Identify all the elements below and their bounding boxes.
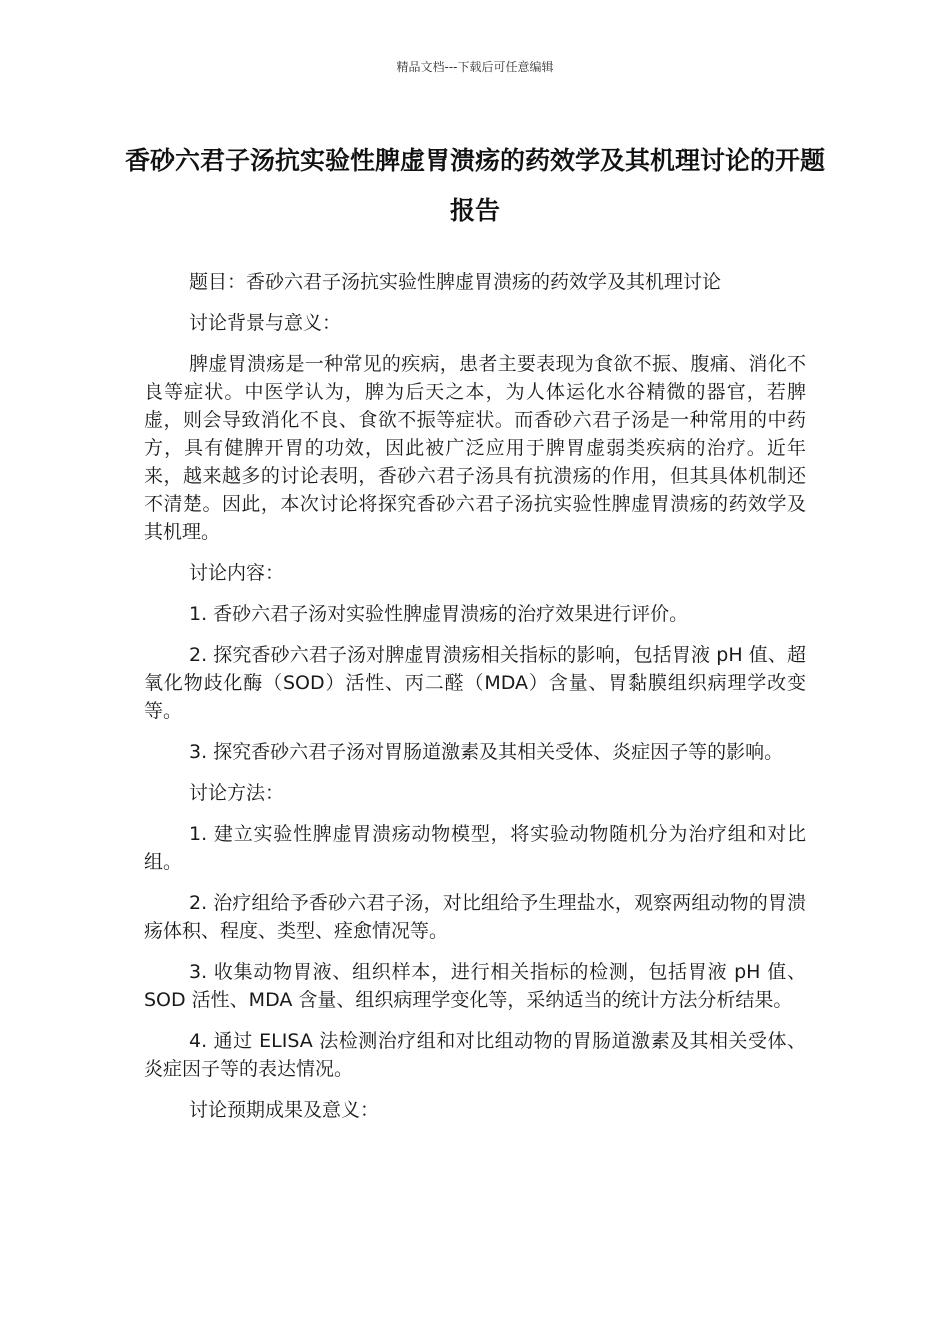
content-item-1: 1. 香砂六君子汤对实验性脾虚胃溃疡的治疗效果进行评价。 xyxy=(189,603,689,625)
topic-line: 题目：香砂六君子汤抗实验性脾虚胃溃疡的药效学及其机理讨论 xyxy=(189,271,722,293)
content-item-3: 3. 探究香砂六君子汤对胃肠道激素及其相关受体、炎症因子等的影响。 xyxy=(189,741,784,763)
methods-item-1: 1. 建立实验性脾虚胃溃疡动物模型，将实验动物随机分为治疗组和对比组。 xyxy=(144,823,806,873)
content-item-2: 2. 探究香砂六君子汤对脾虚胃溃疡相关指标的影响，包括胃液 pH 值、超氧化物歧化酶（SOD）活性、丙二醛（MDA）含量、胃黏膜组织病理学改变等。 xyxy=(144,644,806,722)
outcome-heading: 讨论预期成果及意义： xyxy=(189,1099,380,1121)
methods-item-2: 2. 治疗组给予香砂六君子汤，对比组给予生理盐水，观察两组动物的胃溃疡体积、程度、类型、痊愈情况等。 xyxy=(144,892,806,942)
document-body xyxy=(144,268,806,1137)
document-title: 香砂六君子汤抗实验性脾虚胃溃疡的药效学及其机理讨论的开题报告 xyxy=(124,146,825,225)
methods-item-4: 4. 通过 ELISA 法检测治疗组和对比组动物的胃肠道激素及其相关受体、炎症因子等的表达情况。 xyxy=(144,1030,806,1080)
page-header: 精品文档---下载后可任意编辑 xyxy=(396,60,554,74)
background-heading: 讨论背景与意义： xyxy=(189,312,342,334)
background-paragraph: 脾虚胃溃疡是一种常见的疾病，患者主要表现为食欲不振、腹痛、消化不良等症状。中医学认为，脾为后天之本，为人体运化水谷精微的器官，若脾虚，则会导致消化不良、食欲不振等症状。而香砂六君子汤是一种常用的中药方，具有健脾开胃的功效，因此被广泛应用于脾胃虚弱类疾病的治疗。近年来，越来越多的讨论表明，香砂六君子汤具有抗溃疡的作用，但其具体机制还不清楚。因此，本次讨论将探究香砂六君子汤抗实验性脾虚胃溃疡的药效学及其机理。 xyxy=(144,353,806,543)
methods-item-3: 3. 收集动物胃液、组织样本，进行相关指标的检测，包括胃液 pH 值、SOD 活性、MDA 含量、组织病理学变化等，采纳适当的统计方法分析结果。 xyxy=(144,961,806,1011)
methods-heading: 讨论方法： xyxy=(189,782,285,804)
content-heading: 讨论内容： xyxy=(189,562,285,584)
